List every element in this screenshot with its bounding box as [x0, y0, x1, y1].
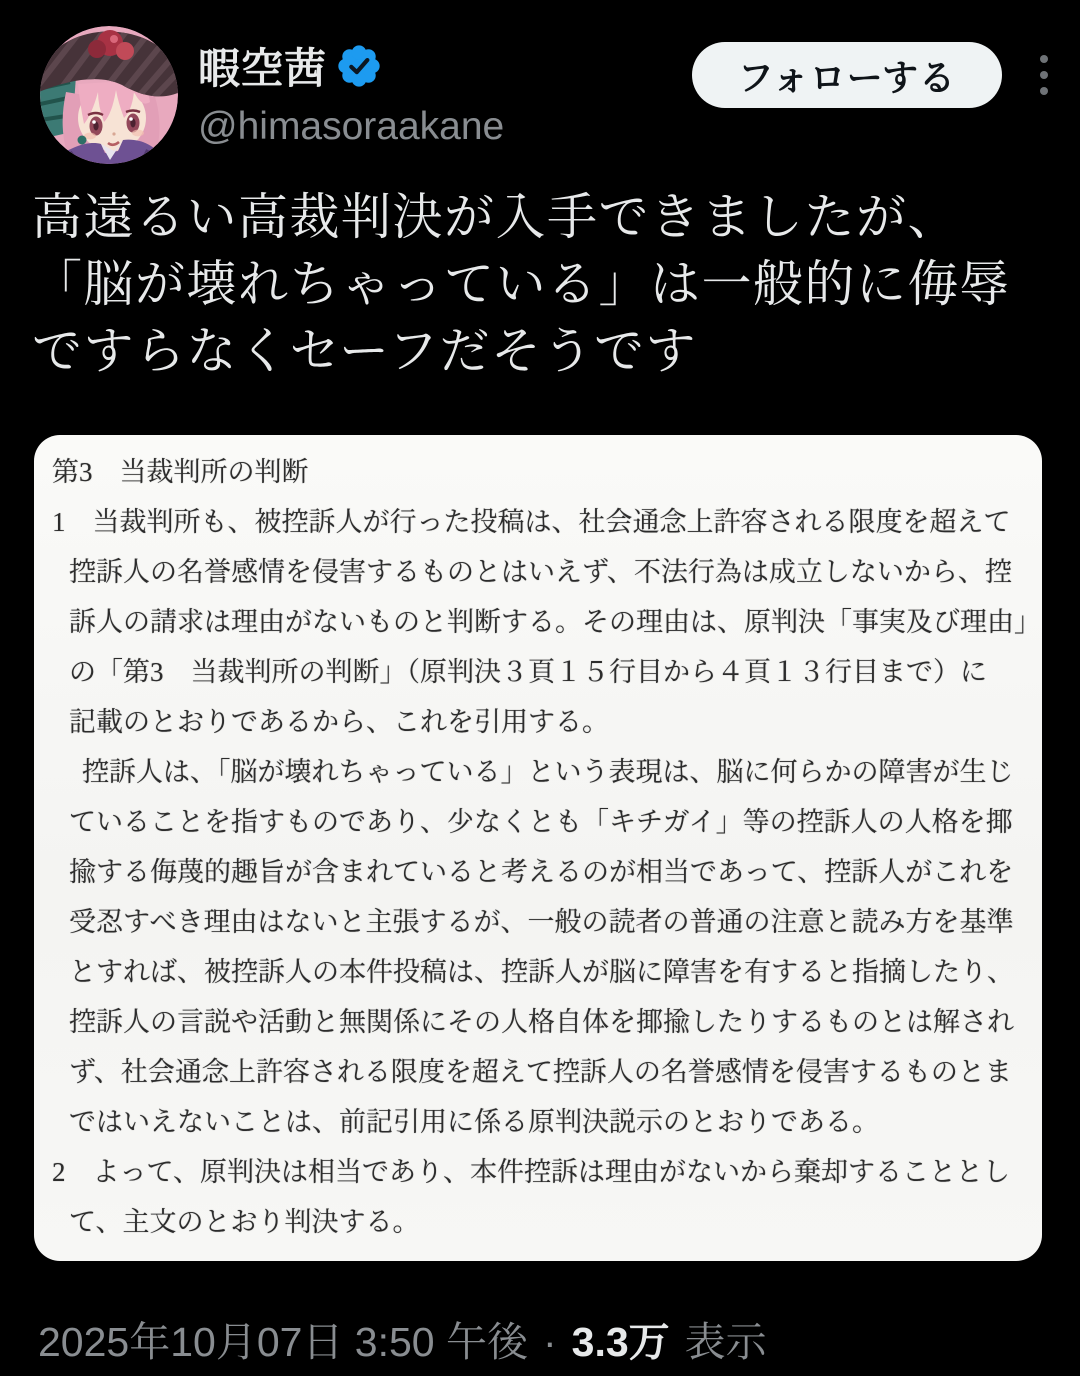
verified-badge-icon — [337, 44, 381, 88]
document-line: 第3 当裁判所の判断 — [52, 457, 309, 487]
document-line: 受忍すべき理由はないと主張するが、一般の読者の普通の注意と読み方を基準 — [69, 907, 1014, 937]
views-count[interactable]: 3.3万 — [571, 1319, 670, 1365]
views-label: 表示 — [684, 1319, 767, 1365]
user-names — [198, 26, 692, 149]
document-line: ず、社会通念上許容される限度を超えて控訴人の名誉感情を侵害するものとま — [69, 1057, 1012, 1087]
kebab-dot — [1040, 55, 1048, 63]
tweet-text-line: 高遠るい高裁判決が入手できましたが、 — [32, 189, 959, 245]
tweet-text-line: ですらなくセーフだそうです — [32, 323, 697, 379]
tweet-header — [32, 0, 1048, 164]
document-line: 訴人の請求は理由がないものと判断する。その理由は、原判決「事実及び理由」 — [69, 607, 1041, 637]
document-line: て、主文のとおり判決する。 — [69, 1207, 420, 1237]
user-handle[interactable]: @himasoraakane — [198, 105, 505, 148]
attached-document-image[interactable] — [34, 435, 1042, 1261]
avatar-art — [40, 26, 178, 164]
timestamp[interactable]: 2025年10月07日 3:50 午後 — [38, 1319, 528, 1365]
tweet-text-line: 「脳が壊れちゃっている」は一般的に侮辱 — [32, 256, 1011, 312]
profile-avatar-image[interactable] — [40, 26, 178, 164]
document-line: 記載のとおりであるから、これを引用する。 — [69, 707, 609, 737]
separator-dot: · — [543, 1319, 557, 1365]
follow-button[interactable]: フォローする — [692, 42, 1002, 108]
document-line: 2 よって、原判決は相当であり、本件控訴は理由がないから棄却することとし — [52, 1157, 1010, 1187]
timestamp-views-row — [32, 1309, 1048, 1368]
document-line: ではいえないことは、前記引用に係る原判決説示のとおりである。 — [69, 1107, 879, 1137]
header-actions — [692, 26, 1048, 108]
document-line: 控訴人の言説や活動と無関係にその人格自体を揶揄したりするものとは解され — [69, 1007, 1014, 1037]
kebab-dot — [1040, 87, 1048, 95]
document-line: の「第3 当裁判所の判断」（原判決３頁１５行目から４頁１３行目まで）に — [69, 657, 987, 687]
document-line: 揄する侮蔑的趣旨が含まれていると考えるのが相当であって、控訴人がこれを — [69, 857, 1014, 887]
tweet-text — [32, 184, 1048, 385]
display-name[interactable]: 暇空茜 — [198, 45, 328, 92]
kebab-dot — [1040, 71, 1048, 79]
document-line: 控訴人の名誉感情を侵害するものとはいえず、不法行為は成立しないから、控 — [69, 557, 1012, 587]
document-line: とすれば、被控訴人の本件投稿は、控訴人が脳に障害を有すると指摘したり、 — [69, 957, 1014, 987]
document-line: 控訴人は、「脳が壊れちゃっている」という表現は、脳に何らかの障害が生じ — [82, 757, 1014, 787]
document-line: 1 当裁判所も、被控訴人が行った投稿は、社会通念上許容される限度を超えて — [52, 507, 1011, 537]
document-line: ていることを指すものであり、少なくとも「キチガイ」等の控訴人の人格を揶 — [69, 807, 1013, 837]
more-menu-icon[interactable] — [1040, 42, 1048, 95]
